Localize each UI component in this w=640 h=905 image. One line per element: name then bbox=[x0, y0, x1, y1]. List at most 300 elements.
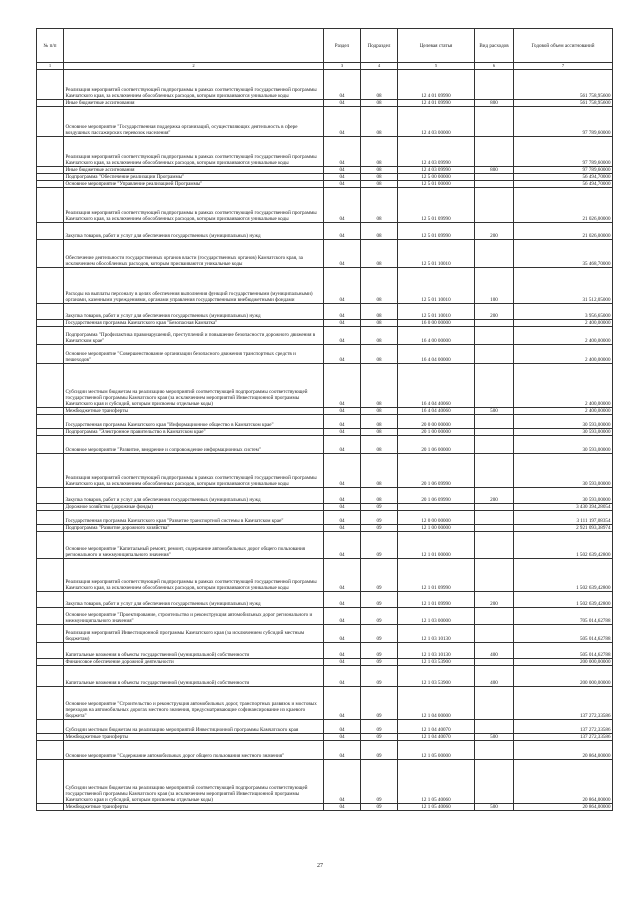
row-podrazdel-cell: 08 bbox=[361, 345, 398, 364]
row-name-cell: Закупка товаров, работ и услуг для обеспечения государственных (муниципальных) нужд bbox=[64, 592, 324, 608]
row-number-cell bbox=[37, 174, 64, 181]
row-number-cell bbox=[37, 666, 64, 687]
row-tselevaya-statya-cell: 12 5 01 00000 bbox=[398, 181, 475, 188]
table-row bbox=[37, 525, 613, 532]
row-razdel-cell: 04 bbox=[324, 559, 361, 592]
page-number: 27 bbox=[317, 863, 323, 869]
row-vid-raskhodov-cell: 100 bbox=[475, 268, 514, 304]
row-podrazdel-cell: 08 bbox=[361, 240, 398, 268]
row-podrazdel-cell: 09 bbox=[361, 625, 398, 643]
row-tselevaya-statya-cell: 20 1 06 00000 bbox=[398, 436, 475, 454]
row-tselevaya-statya-cell: 12 1 01 09990 bbox=[398, 559, 475, 592]
row-razdel-cell: 04 bbox=[324, 345, 361, 364]
row-number-cell bbox=[37, 734, 64, 741]
row-number-cell bbox=[37, 592, 64, 608]
row-tselevaya-statya-cell: 12 1 01 09990 bbox=[398, 592, 475, 608]
table-row bbox=[37, 608, 613, 625]
header-sum: Годовой объем ассигнований bbox=[514, 29, 613, 63]
row-number-cell bbox=[37, 659, 64, 666]
row-vid-raskhodov-cell bbox=[475, 415, 514, 429]
row-number-cell bbox=[37, 687, 64, 720]
row-number-cell bbox=[37, 504, 64, 511]
row-razdel-cell: 04 bbox=[324, 532, 361, 559]
row-sum-cell: 3 956,65000 bbox=[514, 304, 613, 320]
row-razdel-cell: 04 bbox=[324, 107, 361, 137]
row-razdel-cell: 04 bbox=[324, 760, 361, 804]
row-name-cell: Иные бюджетные ассигнования bbox=[64, 100, 324, 107]
row-tselevaya-statya-cell: 12 5 01 09990 bbox=[398, 223, 475, 240]
table-row bbox=[37, 100, 613, 107]
row-sum-cell: 200 000,00000 bbox=[514, 666, 613, 687]
row-razdel-cell: 04 bbox=[324, 174, 361, 181]
row-number-cell bbox=[37, 137, 64, 167]
row-name-cell: Дорожное хозяйство (дорожные фонды) bbox=[64, 504, 324, 511]
row-vid-raskhodov-cell: 400 bbox=[475, 643, 514, 659]
row-vid-raskhodov-cell bbox=[475, 320, 514, 327]
row-podrazdel-cell: 09 bbox=[361, 666, 398, 687]
row-tselevaya-statya-cell: 12 5 01 10010 bbox=[398, 268, 475, 304]
table-row bbox=[37, 643, 613, 659]
table-row bbox=[37, 304, 613, 320]
row-sum-cell: 1 502 639,42800 bbox=[514, 592, 613, 608]
row-podrazdel-cell: 08 bbox=[361, 327, 398, 345]
row-sum-cell: 2 400,00000 bbox=[514, 364, 613, 408]
row-name-cell: Реализация мероприятий Инвестиционной программы Камчатского края (за исключением субсидий местным бюджетам) bbox=[64, 625, 324, 643]
table-row bbox=[37, 687, 613, 720]
row-number-cell bbox=[37, 100, 64, 107]
row-podrazdel-cell: 08 bbox=[361, 304, 398, 320]
row-razdel-cell: 04 bbox=[324, 666, 361, 687]
table-row bbox=[37, 625, 613, 643]
row-vid-raskhodov-cell bbox=[475, 687, 514, 720]
header-name bbox=[64, 29, 324, 63]
row-sum-cell: 137 272,33586 bbox=[514, 720, 613, 734]
table-row bbox=[37, 592, 613, 608]
row-razdel-cell: 04 bbox=[324, 436, 361, 454]
row-podrazdel-cell: 08 bbox=[361, 107, 398, 137]
row-tselevaya-statya-cell: 12 1 03 53900 bbox=[398, 666, 475, 687]
column-number: 1 bbox=[37, 63, 64, 70]
table-row bbox=[37, 345, 613, 364]
row-tselevaya-statya-cell: 12 5 01 10010 bbox=[398, 304, 475, 320]
row-razdel-cell: 04 bbox=[324, 70, 361, 100]
row-tselevaya-statya-cell: 12 5 00 00000 bbox=[398, 174, 475, 181]
row-podrazdel-cell: 09 bbox=[361, 608, 398, 625]
row-podrazdel-cell: 09 bbox=[361, 734, 398, 741]
table-row bbox=[37, 70, 613, 100]
table-row bbox=[37, 511, 613, 525]
row-sum-cell: 137 272,33586 bbox=[514, 734, 613, 741]
table-row bbox=[37, 659, 613, 666]
row-sum-cell: 97 789,60000 bbox=[514, 167, 613, 174]
row-tselevaya-statya-cell: 12 1 03 00000 bbox=[398, 608, 475, 625]
row-name-cell: Реализация мероприятий соответствующей подпрограммы в рамках соответствующей государственной программы Камчатского края, за исключением обособленных расходов, которым присваиваются уникальные коды bbox=[64, 188, 324, 223]
row-razdel-cell: 04 bbox=[324, 720, 361, 734]
row-name-cell: Государственная программа Камчатского края "Информационное общество в Камчатском крае" bbox=[64, 415, 324, 429]
row-vid-raskhodov-cell bbox=[475, 240, 514, 268]
row-tselevaya-statya-cell: 12 1 03 53900 bbox=[398, 659, 475, 666]
table-body bbox=[37, 70, 613, 811]
row-razdel-cell: 04 bbox=[324, 454, 361, 488]
budget-table bbox=[36, 28, 613, 811]
row-name-cell: Реализация мероприятий соответствующей подпрограммы в рамках соответствующей государственной программы Камчатского края, за исключением обособленных расходов, которым присваиваются уникальные коды bbox=[64, 454, 324, 488]
row-tselevaya-statya-cell: 12 1 03 10130 bbox=[398, 643, 475, 659]
row-tselevaya-statya-cell: 20 1 00 00000 bbox=[398, 429, 475, 436]
row-vid-raskhodov-cell: 200 bbox=[475, 592, 514, 608]
row-podrazdel-cell: 09 bbox=[361, 741, 398, 760]
row-sum-cell: 35 468,70000 bbox=[514, 240, 613, 268]
row-name-cell: Межбюджетные трансферты bbox=[64, 408, 324, 415]
row-number-cell bbox=[37, 741, 64, 760]
row-name-cell: Закупка товаров, работ и услуг для обеспечения государственных (муниципальных) нужд bbox=[64, 223, 324, 240]
header-num: № п/п bbox=[37, 29, 64, 63]
row-podrazdel-cell: 08 bbox=[361, 320, 398, 327]
row-number-cell bbox=[37, 240, 64, 268]
row-vid-raskhodov-cell: 500 bbox=[475, 804, 514, 811]
row-razdel-cell: 04 bbox=[324, 223, 361, 240]
table-row bbox=[37, 240, 613, 268]
row-razdel-cell: 04 bbox=[324, 100, 361, 107]
row-podrazdel-cell: 08 bbox=[361, 137, 398, 167]
row-name-cell: Основное мероприятие "Совершенствование организации безопасного движения транспортных средств и пешеходов" bbox=[64, 345, 324, 364]
row-vid-raskhodov-cell bbox=[475, 174, 514, 181]
row-podrazdel-cell: 08 bbox=[361, 268, 398, 304]
row-sum-cell: 56 494,70000 bbox=[514, 181, 613, 188]
row-podrazdel-cell: 09 bbox=[361, 659, 398, 666]
row-tselevaya-statya-cell: 20 0 00 00000 bbox=[398, 415, 475, 429]
row-razdel-cell: 04 bbox=[324, 643, 361, 659]
row-number-cell bbox=[37, 760, 64, 804]
row-sum-cell: 2 921 093,38974 bbox=[514, 525, 613, 532]
row-vid-raskhodov-cell bbox=[475, 608, 514, 625]
column-number: 6 bbox=[475, 63, 514, 70]
row-vid-raskhodov-cell bbox=[475, 364, 514, 408]
row-number-cell bbox=[37, 488, 64, 504]
row-podrazdel-cell: 08 bbox=[361, 429, 398, 436]
row-razdel-cell: 04 bbox=[324, 429, 361, 436]
row-razdel-cell: 04 bbox=[324, 364, 361, 408]
row-tselevaya-statya-cell: 12 4 01 09990 bbox=[398, 100, 475, 107]
row-number-cell bbox=[37, 70, 64, 100]
row-tselevaya-statya-cell: 12 5 01 10010 bbox=[398, 240, 475, 268]
row-podrazdel-cell: 09 bbox=[361, 760, 398, 804]
table-row bbox=[37, 268, 613, 304]
row-podrazdel-cell: 08 bbox=[361, 100, 398, 107]
row-name-cell: Подпрограмма "Развитие дорожного хозяйства" bbox=[64, 525, 324, 532]
row-podrazdel-cell: 08 bbox=[361, 188, 398, 223]
row-razdel-cell: 04 bbox=[324, 268, 361, 304]
row-razdel-cell: 04 bbox=[324, 525, 361, 532]
row-number-cell bbox=[37, 107, 64, 137]
row-name-cell: Основное мероприятие "Развитие, внедрение и сопровождение информационных систем" bbox=[64, 436, 324, 454]
row-vid-raskhodov-cell bbox=[475, 345, 514, 364]
row-number-cell bbox=[37, 625, 64, 643]
row-razdel-cell: 04 bbox=[324, 741, 361, 760]
row-name-cell: Расходы на выплаты персоналу в целях обеспечения выполнения функций государственными (муниципальными) органами, казенными учреждениями, органами управления государственными внебюджетными фондами bbox=[64, 268, 324, 304]
column-number-row bbox=[37, 63, 613, 70]
row-razdel-cell: 04 bbox=[324, 625, 361, 643]
row-number-cell bbox=[37, 188, 64, 223]
row-vid-raskhodov-cell bbox=[475, 504, 514, 511]
row-number-cell bbox=[37, 511, 64, 525]
row-sum-cell: 705 014,62788 bbox=[514, 608, 613, 625]
row-name-cell: Государственная программа Камчатского края "Развитие транспортной системы в Камчатском крае" bbox=[64, 511, 324, 525]
row-vid-raskhodov-cell bbox=[475, 559, 514, 592]
row-vid-raskhodov-cell bbox=[475, 454, 514, 488]
row-tselevaya-statya-cell: 12 5 01 09990 bbox=[398, 188, 475, 223]
row-name-cell: Капитальные вложения в объекты государственной (муниципальной) собственности bbox=[64, 666, 324, 687]
row-sum-cell: 505 014,62788 bbox=[514, 625, 613, 643]
row-tselevaya-statya-cell: 12 4 01 09990 bbox=[398, 70, 475, 100]
row-vid-raskhodov-cell: 400 bbox=[475, 666, 514, 687]
column-number: 4 bbox=[361, 63, 398, 70]
row-razdel-cell: 04 bbox=[324, 504, 361, 511]
row-tselevaya-statya-cell: 16 0 00 00000 bbox=[398, 320, 475, 327]
row-name-cell: Обеспечение деятельности государственных органов власти (государственных органов) Камчатского края, за исключением обособленных расходов, которым присваиваются уникальные коды bbox=[64, 240, 324, 268]
row-razdel-cell: 04 bbox=[324, 188, 361, 223]
row-razdel-cell: 04 bbox=[324, 659, 361, 666]
row-sum-cell: 2 400,00000 bbox=[514, 345, 613, 364]
row-vid-raskhodov-cell: 200 bbox=[475, 223, 514, 240]
row-number-cell bbox=[37, 643, 64, 659]
table-row bbox=[37, 504, 613, 511]
row-podrazdel-cell: 09 bbox=[361, 592, 398, 608]
row-vid-raskhodov-cell bbox=[475, 436, 514, 454]
table-row bbox=[37, 666, 613, 687]
table-row bbox=[37, 454, 613, 488]
row-sum-cell: 2 400,00000 bbox=[514, 327, 613, 345]
row-name-cell: Основное мероприятие "Проектирование, строительство и реконструкция автомобильных дорог регионального и межмуниципального значения" bbox=[64, 608, 324, 625]
row-tselevaya-statya-cell bbox=[398, 504, 475, 511]
row-sum-cell: 30 593,00000 bbox=[514, 454, 613, 488]
row-podrazdel-cell: 09 bbox=[361, 559, 398, 592]
row-name-cell: Финансовое обеспечение дорожной деятельности bbox=[64, 659, 324, 666]
row-vid-raskhodov-cell bbox=[475, 511, 514, 525]
row-tselevaya-statya-cell: 12 4 03 00000 bbox=[398, 107, 475, 137]
table-row bbox=[37, 429, 613, 436]
row-vid-raskhodov-cell: 200 bbox=[475, 304, 514, 320]
row-tselevaya-statya-cell: 12 1 05 40060 bbox=[398, 804, 475, 811]
row-vid-raskhodov-cell bbox=[475, 532, 514, 559]
row-name-cell: Основное мероприятие "Капитальный ремонт, ремонт, содержание автомобильных дорог общего пользования регионального и межмуниципального значения" bbox=[64, 532, 324, 559]
row-podrazdel-cell: 08 bbox=[361, 181, 398, 188]
row-vid-raskhodov-cell bbox=[475, 137, 514, 167]
column-number: 2 bbox=[64, 63, 324, 70]
header-podrazdel: Подраздел bbox=[361, 29, 398, 63]
row-sum-cell: 97 789,60000 bbox=[514, 107, 613, 137]
row-number-cell bbox=[37, 804, 64, 811]
budget-table-sheet bbox=[36, 28, 612, 811]
row-sum-cell: 97 789,60000 bbox=[514, 137, 613, 167]
header-razdel: Раздел bbox=[324, 29, 361, 63]
row-number-cell bbox=[37, 532, 64, 559]
row-number-cell bbox=[37, 436, 64, 454]
row-tselevaya-statya-cell: 12 1 05 40060 bbox=[398, 760, 475, 804]
row-sum-cell: 2 400,00000 bbox=[514, 408, 613, 415]
row-name-cell: Реализация мероприятий соответствующей подпрограммы в рамках соответствующей государственной программы Камчатского края, за исключением обособленных расходов, которым присваиваются уникальные коды bbox=[64, 137, 324, 167]
row-vid-raskhodov-cell bbox=[475, 70, 514, 100]
table-row bbox=[37, 741, 613, 760]
row-number-cell bbox=[37, 223, 64, 240]
row-name-cell: Подпрограмма "Электронное правительство в Камчатском крае" bbox=[64, 429, 324, 436]
table-row bbox=[37, 488, 613, 504]
row-sum-cell: 21 026,00000 bbox=[514, 223, 613, 240]
table-row bbox=[37, 181, 613, 188]
table-row bbox=[37, 532, 613, 559]
table-row bbox=[37, 408, 613, 415]
column-number: 3 bbox=[324, 63, 361, 70]
row-tselevaya-statya-cell: 16 4 04 00000 bbox=[398, 345, 475, 364]
table-row bbox=[37, 174, 613, 181]
row-number-cell bbox=[37, 454, 64, 488]
row-number-cell bbox=[37, 320, 64, 327]
row-podrazdel-cell: 09 bbox=[361, 720, 398, 734]
table-row bbox=[37, 804, 613, 811]
row-razdel-cell: 04 bbox=[324, 408, 361, 415]
row-tselevaya-statya-cell: 12 1 04 40070 bbox=[398, 720, 475, 734]
table-row bbox=[37, 327, 613, 345]
row-podrazdel-cell: 08 bbox=[361, 454, 398, 488]
row-name-cell: Закупка товаров, работ и услуг для обеспечения государственных (муниципальных) нужд bbox=[64, 488, 324, 504]
row-name-cell: Субсидии местным бюджетам на реализацию мероприятий соответствующей подпрограммы соответствующей государственной программы Камчатского края (за исключением мероприятий Инвестиционной программы Камчатского края и субсидий, которым присвоены отдельные коды) bbox=[64, 364, 324, 408]
row-sum-cell: 2 400,00000 bbox=[514, 320, 613, 327]
row-tselevaya-statya-cell: 12 4 03 09990 bbox=[398, 167, 475, 174]
header-tselevaya-statya: Целевая статья bbox=[398, 29, 475, 63]
row-vid-raskhodov-cell bbox=[475, 327, 514, 345]
row-number-cell bbox=[37, 429, 64, 436]
row-sum-cell: 20 864,00000 bbox=[514, 741, 613, 760]
row-vid-raskhodov-cell: 500 bbox=[475, 734, 514, 741]
row-podrazdel-cell: 08 bbox=[361, 415, 398, 429]
row-razdel-cell: 04 bbox=[324, 608, 361, 625]
row-podrazdel-cell: 08 bbox=[361, 408, 398, 415]
row-razdel-cell: 04 bbox=[324, 181, 361, 188]
row-tselevaya-statya-cell: 20 1 06 09990 bbox=[398, 454, 475, 488]
row-vid-raskhodov-cell: 500 bbox=[475, 408, 514, 415]
row-tselevaya-statya-cell: 12 1 04 40070 bbox=[398, 734, 475, 741]
row-tselevaya-statya-cell: 12 0 00 00000 bbox=[398, 511, 475, 525]
row-razdel-cell: 04 bbox=[324, 327, 361, 345]
row-number-cell bbox=[37, 720, 64, 734]
row-razdel-cell: 04 bbox=[324, 304, 361, 320]
row-vid-raskhodov-cell bbox=[475, 107, 514, 137]
row-name-cell: Межбюджетные трансферты bbox=[64, 734, 324, 741]
row-name-cell: Основное мероприятие "Государственная поддержка организаций, осуществляющих деятельность в сфере воздушных пассажирских перевозок населения" bbox=[64, 107, 324, 137]
table-row bbox=[37, 559, 613, 592]
row-name-cell: Основное мероприятие "Строительство и реконструкция автомобильных дорог, транспортных развязок и мостовых переходов на автомобильных дорогах местного значения, предусматривающие софинансирование из краевого бюджета" bbox=[64, 687, 324, 720]
row-vid-raskhodov-cell bbox=[475, 429, 514, 436]
row-podrazdel-cell: 08 bbox=[361, 174, 398, 181]
row-podrazdel-cell: 08 bbox=[361, 223, 398, 240]
row-name-cell: Подпрограмма "Профилактика правонарушений, преступлений и повышение безопасности дорожного движения в Камчатском крае" bbox=[64, 327, 324, 345]
row-podrazdel-cell: 09 bbox=[361, 511, 398, 525]
row-number-cell bbox=[37, 167, 64, 174]
table-row bbox=[37, 107, 613, 137]
row-number-cell bbox=[37, 327, 64, 345]
row-tselevaya-statya-cell: 12 1 03 10130 bbox=[398, 625, 475, 643]
table-row bbox=[37, 167, 613, 174]
row-name-cell: Межбюджетные трансферты bbox=[64, 804, 324, 811]
row-number-cell bbox=[37, 364, 64, 408]
row-name-cell: Государственная программа Камчатского края "Безопасная Камчатка" bbox=[64, 320, 324, 327]
row-razdel-cell: 04 bbox=[324, 488, 361, 504]
table-row bbox=[37, 364, 613, 408]
row-podrazdel-cell: 08 bbox=[361, 167, 398, 174]
row-tselevaya-statya-cell: 16 4 04 40060 bbox=[398, 408, 475, 415]
row-vid-raskhodov-cell bbox=[475, 760, 514, 804]
row-razdel-cell: 04 bbox=[324, 240, 361, 268]
row-sum-cell: 561 758,95600 bbox=[514, 70, 613, 100]
row-tselevaya-statya-cell: 12 1 00 00000 bbox=[398, 525, 475, 532]
row-sum-cell: 30 593,00000 bbox=[514, 429, 613, 436]
table-row bbox=[37, 436, 613, 454]
row-podrazdel-cell: 09 bbox=[361, 687, 398, 720]
row-number-cell bbox=[37, 525, 64, 532]
row-sum-cell: 505 014,62788 bbox=[514, 643, 613, 659]
row-vid-raskhodov-cell bbox=[475, 659, 514, 666]
row-sum-cell: 1 502 639,42800 bbox=[514, 559, 613, 592]
row-vid-raskhodov-cell bbox=[475, 741, 514, 760]
row-podrazdel-cell: 09 bbox=[361, 525, 398, 532]
row-tselevaya-statya-cell: 16 4 00 00000 bbox=[398, 327, 475, 345]
table-row bbox=[37, 760, 613, 804]
row-podrazdel-cell: 09 bbox=[361, 504, 398, 511]
row-podrazdel-cell: 08 bbox=[361, 70, 398, 100]
header-vid-raskhodov: Вид расходов bbox=[475, 29, 514, 63]
row-tselevaya-statya-cell: 12 1 05 00000 bbox=[398, 741, 475, 760]
row-podrazdel-cell: 08 bbox=[361, 364, 398, 408]
row-tselevaya-statya-cell: 12 1 04 00000 bbox=[398, 687, 475, 720]
table-row bbox=[37, 415, 613, 429]
row-name-cell: Реализация мероприятий соответствующей подпрограммы в рамках соответствующей государственной программы Камчатского края, за исключением обособленных расходов, которым присваиваются уникальные коды bbox=[64, 70, 324, 100]
row-name-cell: Субсидии местным бюджетам на реализацию мероприятий соответствующей подпрограммы соответствующей государственной программы Камчатского края (за исключением мероприятий Инвестиционной программы Камчатского края и субсидий, которым присвоены отдельные коды) bbox=[64, 760, 324, 804]
row-vid-raskhodov-cell: 800 bbox=[475, 167, 514, 174]
row-tselevaya-statya-cell: 12 1 01 00000 bbox=[398, 532, 475, 559]
row-vid-raskhodov-cell: 200 bbox=[475, 488, 514, 504]
row-sum-cell: 20 864,00000 bbox=[514, 804, 613, 811]
row-podrazdel-cell: 09 bbox=[361, 532, 398, 559]
header-row bbox=[37, 29, 613, 63]
row-razdel-cell: 04 bbox=[324, 320, 361, 327]
row-number-cell bbox=[37, 415, 64, 429]
table-row bbox=[37, 734, 613, 741]
row-razdel-cell: 04 bbox=[324, 687, 361, 720]
row-sum-cell: 561 758,95600 bbox=[514, 100, 613, 107]
row-number-cell bbox=[37, 181, 64, 188]
row-razdel-cell: 04 bbox=[324, 804, 361, 811]
row-sum-cell: 30 593,00000 bbox=[514, 436, 613, 454]
row-razdel-cell: 04 bbox=[324, 734, 361, 741]
row-number-cell bbox=[37, 408, 64, 415]
row-razdel-cell: 04 bbox=[324, 137, 361, 167]
row-vid-raskhodov-cell bbox=[475, 181, 514, 188]
row-name-cell: Субсидии местным бюджетам на реализацию мероприятий Инвестиционной программы Камчатского края bbox=[64, 720, 324, 734]
column-number: 5 bbox=[398, 63, 475, 70]
row-sum-cell: 137 272,33586 bbox=[514, 687, 613, 720]
row-podrazdel-cell: 08 bbox=[361, 436, 398, 454]
row-razdel-cell: 04 bbox=[324, 511, 361, 525]
row-podrazdel-cell: 09 bbox=[361, 804, 398, 811]
row-name-cell: Реализация мероприятий соответствующей подпрограммы в рамках соответствующей государственной программы Камчатского края, за исключением обособленных расходов, которым присваиваются уникальные коды bbox=[64, 559, 324, 592]
row-tselevaya-statya-cell: 20 1 06 09990 bbox=[398, 488, 475, 504]
row-vid-raskhodov-cell bbox=[475, 188, 514, 223]
row-name-cell: Подпрограмма "Обеспечение реализации Программы" bbox=[64, 174, 324, 181]
row-tselevaya-statya-cell: 12 4 03 09990 bbox=[398, 137, 475, 167]
row-sum-cell: 200 000,00000 bbox=[514, 659, 613, 666]
row-name-cell: Капитальные вложения в объекты государственной (муниципальной) собственности bbox=[64, 643, 324, 659]
row-vid-raskhodov-cell bbox=[475, 720, 514, 734]
row-sum-cell: 56 494,70000 bbox=[514, 174, 613, 181]
